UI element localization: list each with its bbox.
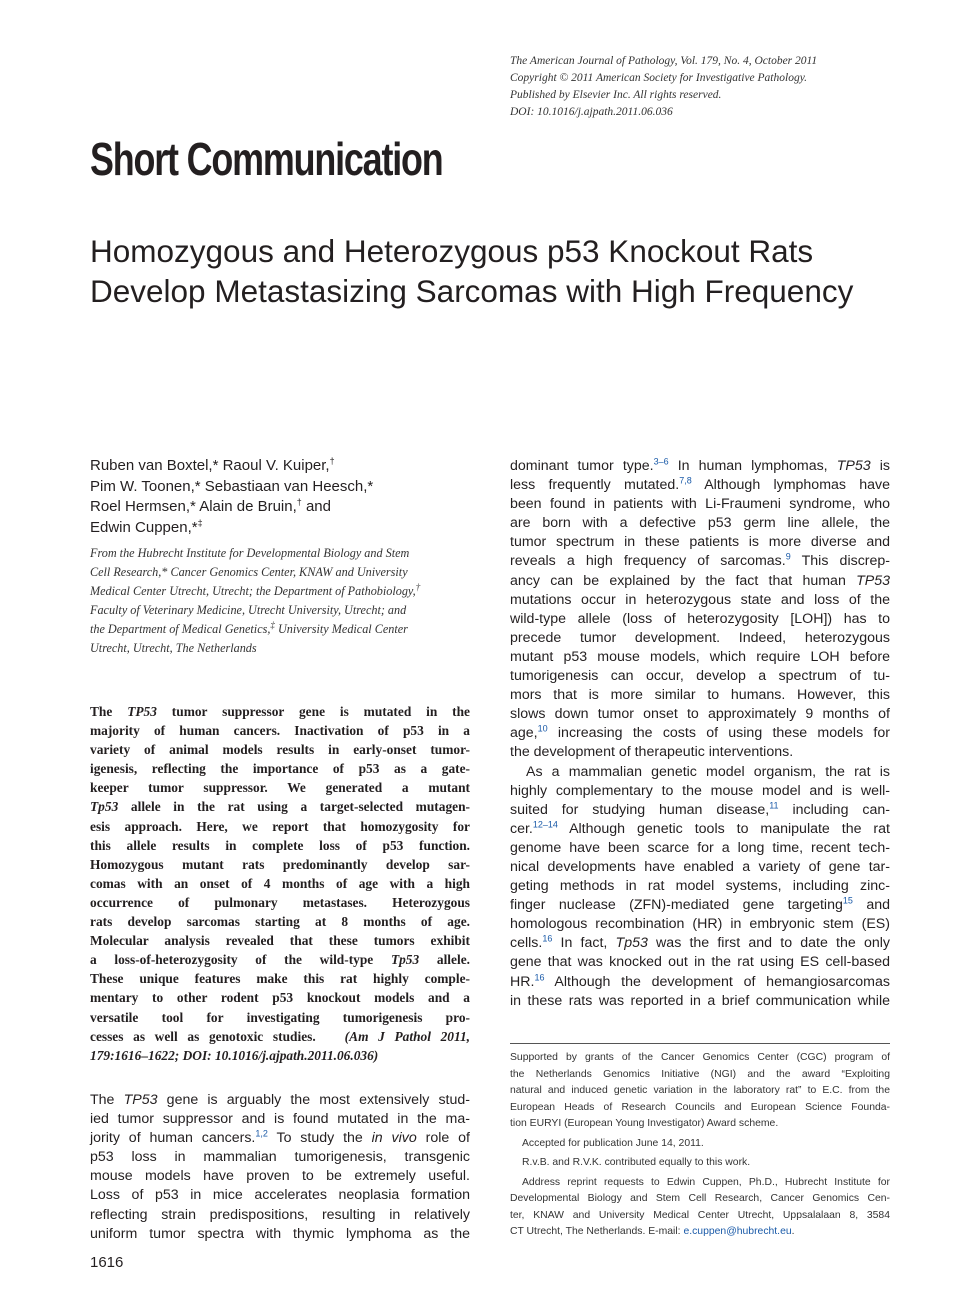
author-list bbox=[90, 456, 480, 538]
abstract-line: comas with an onset of 4 months of age with a high bbox=[90, 875, 470, 891]
body-line: mutant p53 mouse models, which require LOH before bbox=[510, 648, 890, 665]
journal-doi: DOI: 10.1016/j.ajpath.2011.06.036 bbox=[510, 106, 673, 118]
body-line: homologous recombination (HR) in embryonic stem (ES) bbox=[510, 916, 890, 933]
funding-footnote bbox=[510, 1050, 890, 1133]
body-line: nical developments have enabled a variety of gene tar- bbox=[510, 858, 890, 875]
abstract-line: mentary to other rodent p53 knockout models and a bbox=[90, 990, 470, 1006]
body-line: genome have been scarce for a long time, recent tech- bbox=[510, 839, 890, 856]
body-text-right-column bbox=[510, 457, 890, 1011]
abstract-line: majority of human cancers. Inactivation of p53 in a bbox=[90, 723, 470, 739]
body-line: geting methods in rat model systems, including zinc- bbox=[510, 878, 890, 895]
journal-publisher: Published by Elsevier Inc. All rights reserved. bbox=[510, 89, 722, 101]
body-line: mors that is more similar to humans. However, this bbox=[510, 687, 890, 704]
citation-link[interactable]: 15 bbox=[842, 895, 853, 906]
footnote-divider bbox=[510, 1043, 890, 1044]
abstract-line: occurrence of pulmonary metastases. Heterozygous bbox=[90, 894, 470, 910]
body-line: mutations occur in heterozygous state and loss of the bbox=[510, 591, 890, 608]
abstract-line: rats develop sarcomas starting at 8 months of age. bbox=[90, 914, 470, 930]
footnote-line: Supported by grants of the Cancer Genomics Center (CGC) program of bbox=[510, 1052, 890, 1063]
section-label: Short Communication bbox=[90, 133, 443, 185]
affiliation-line: From the Hubrecht Institute for Developmental Biology and Stem bbox=[90, 546, 410, 560]
body-line: cer.$^{12-14}$ Although genetic tools to manipulate the rat bbox=[510, 819, 890, 837]
citation-link[interactable]: 16 bbox=[542, 933, 553, 944]
equal-contribution-note: R.v.B. and R.V.K. contributed equally to this work. bbox=[522, 1157, 751, 1168]
abstract-citation: (Am J Pathol 2011, bbox=[344, 1028, 470, 1044]
abstract-citation-line: 179:1616–1622; DOI: 10.1016/j.ajpath.2011.06.036) bbox=[90, 1047, 379, 1063]
footnote-line: ter, KNAW and University Medical Center Utrecht, Uppsalalaan 8, 3584 bbox=[510, 1209, 890, 1221]
body-line: in these rats was reported in a brief communication while bbox=[510, 992, 890, 1009]
abstract-line: These unique features make this rat highly comple- bbox=[90, 971, 470, 987]
journal-citation bbox=[510, 53, 950, 121]
body-line: reveals a high frequency of sarcomas.$^9$ This discrep- bbox=[510, 551, 891, 570]
affiliation-line: Utrecht, Utrecht, The Netherlands bbox=[90, 641, 257, 655]
abstract-line: variety of animal models results in early-onset tumor- bbox=[90, 742, 470, 758]
abstract-line: igenesis, reflecting the importance of p53 as a gate- bbox=[90, 761, 470, 777]
footnotes bbox=[510, 1050, 890, 1244]
body-line: gene that was knocked out in the rat using ES cell-based bbox=[510, 954, 890, 971]
body-line: cells.$^{16}$ In fact, Tp53 was the first and to date the only bbox=[510, 933, 890, 952]
body-line: less frequently mutated.$^{7,8}$ Although lymphomas have bbox=[510, 475, 891, 494]
abstract bbox=[90, 702, 470, 1065]
affiliation-line: the Department of Medical Genetics,‡ University Medical Center bbox=[90, 619, 408, 636]
citation-link[interactable]: 11 bbox=[769, 799, 779, 810]
body-line: tumorigenesis can occur, develop a spectrum of tu- bbox=[510, 668, 890, 685]
affiliation-line: Faculty of Veterinary Medicine, Utrecht University, Utrecht; and bbox=[90, 603, 407, 617]
citation-link[interactable]: 16 bbox=[534, 971, 545, 982]
author-line: Edwin Cuppen,*‡ bbox=[90, 517, 203, 536]
citation-link[interactable]: 10 bbox=[537, 723, 548, 734]
footnote-line: European Heads of Research Councils and European Science Founda- bbox=[510, 1101, 890, 1113]
footnote-line: CT Utrecht, The Netherlands. E-mail: e.cuppen@hubrecht.eu. bbox=[510, 1226, 795, 1237]
footnote-line: Address reprint requests to Edwin Cuppen, Ph.D., Hubrecht Institute for bbox=[522, 1176, 890, 1188]
abstract-line: esis approach. Here, we report that homozygosity for bbox=[90, 818, 470, 834]
body-line: reflecting strain predispositions, resulting in relatively bbox=[90, 1206, 470, 1223]
journal-volume: The American Journal of Pathology, Vol. 179, No. 4, October 2011 bbox=[510, 55, 818, 67]
abstract-line: versatile tool for investigating tumorigenesis pro- bbox=[90, 1009, 470, 1025]
body-line: dominant tumor type.$^{3-6}$ In human lymphomas, TP53 is bbox=[510, 456, 890, 474]
body-line: been found in patients with Li-Fraumeni syndrome, who bbox=[510, 496, 890, 513]
body-line: HR.$^{16}$ Although the development of hemangiosarcomas bbox=[510, 971, 890, 990]
footnote-line: natural and induced genetic variation in the laboratory rat” to E.C. from the bbox=[510, 1085, 890, 1096]
body-line: slows down tumor onset to approximately 9 months of bbox=[510, 706, 890, 723]
body-line: As a mammalian genetic model organism, the rat is bbox=[526, 763, 890, 780]
affiliation-line: Medical Center Utrecht, Utrecht; the Department of Pathobiology,† bbox=[90, 581, 421, 598]
footnote-line: the Netherlands Genomics Initiative (NGI) and the award “Exploiting bbox=[510, 1068, 890, 1080]
citation-link[interactable]: 7,8 bbox=[679, 475, 692, 486]
footnote-line: tion EURYI (European Young Investigator) Award scheme. bbox=[510, 1118, 779, 1129]
body-line: precede tumor development. Indeed, heterozygous bbox=[510, 629, 890, 646]
abstract-line: this allele results in complete loss of p53 function. bbox=[90, 837, 470, 853]
author-line: Pim W. Toonen,* Sebastiaan van Heesch,* bbox=[90, 477, 374, 495]
email-link[interactable]: e.cuppen@hubrecht.eu bbox=[683, 1226, 792, 1237]
abstract-line: Homozygous mutant rats predominantly develop sar- bbox=[90, 856, 470, 872]
body-line: uniform tumor spectra with thymic lymphoma as the bbox=[90, 1225, 470, 1242]
body-line: jority of human cancers.$^{1,2}$ To study the in vivo role of bbox=[90, 1128, 470, 1147]
body-line: ancy can be explained by the fact that human TP53 bbox=[510, 572, 890, 589]
body-text-left-column bbox=[90, 1091, 470, 1244]
abstract-line: The TP53 tumor suppressor gene is mutated in the bbox=[90, 704, 470, 719]
body-line: the development of therapeutic interventions. bbox=[510, 744, 794, 761]
body-line: finger nuclease (ZFN)-mediated gene targeting$^{15}$ and bbox=[510, 895, 890, 914]
abstract-line: Molecular analysis revealed that these tumors exhibit bbox=[90, 933, 470, 949]
affiliation bbox=[90, 544, 475, 658]
body-line: are born with a defective p53 germ line allele, the bbox=[510, 515, 890, 532]
body-line: tumor spectrum in these patients is more diverse and bbox=[510, 534, 890, 551]
page-number: 1616 bbox=[90, 1254, 124, 1271]
body-line: mouse models have proven to be extremely useful. bbox=[90, 1168, 470, 1185]
citation-link[interactable]: 12–14 bbox=[532, 819, 558, 830]
citation-link[interactable]: 1,2 bbox=[255, 1128, 268, 1139]
article-title: Homozygous and Heterozygous p53 Knockout Rats Develop Metastasizing Sarcomas with High Frequency bbox=[90, 233, 854, 309]
citation-link[interactable]: 9 bbox=[785, 551, 791, 562]
citation-link[interactable]: 3–6 bbox=[653, 456, 669, 467]
abstract-line: keeper tumor suppressor. We generated a mutant bbox=[90, 780, 470, 796]
body-line: The TP53 gene is arguably the most extensively stud- bbox=[90, 1092, 471, 1108]
body-line: p53 loss in mammalian tumorigenesis, transgenic bbox=[90, 1149, 470, 1166]
body-line: ied tumor suppressor and is found mutated in the ma- bbox=[90, 1111, 470, 1128]
body-line: Loss of p53 in mice accelerates neoplasia formation bbox=[90, 1187, 470, 1204]
body-line: age,$^{10}$ increasing the costs of using these models for bbox=[510, 723, 890, 742]
reprint-request bbox=[510, 1175, 890, 1241]
body-line: wild-type allele (loss of heterozygosity [LOH]) has to bbox=[510, 610, 890, 627]
journal-copyright: Copyright © 2011 American Society for Investigative Pathology. bbox=[510, 72, 808, 84]
abstract-line: cesses as well as genotoxic studies. (Am J Pathol 2011, bbox=[90, 1028, 470, 1044]
affiliation-line: Cell Research,* Cancer Genomics Center, KNAW and University bbox=[90, 565, 408, 579]
footnote-line: Developmental Biology and Stem Cell Research, Cancer Genomics Cen- bbox=[510, 1193, 890, 1204]
accepted-date: Accepted for publication June 14, 2011. bbox=[522, 1137, 704, 1149]
body-line: suited for studying human disease,$^{11}$ including can- bbox=[510, 799, 890, 818]
body-line: highly complementary to the mouse model and is well- bbox=[510, 782, 890, 799]
abstract-line: Tp53 allele in the rat using a target-selected mutagen- bbox=[90, 799, 470, 815]
abstract-line: a loss-of-heterozygosity of the wild-type Tp53 allele. bbox=[90, 952, 470, 968]
author-line: Roel Hermsen,* Alain de Bruin,† and bbox=[90, 497, 331, 515]
author-line: Ruben van Boxtel,* Raoul V. Kuiper,† bbox=[90, 456, 335, 474]
